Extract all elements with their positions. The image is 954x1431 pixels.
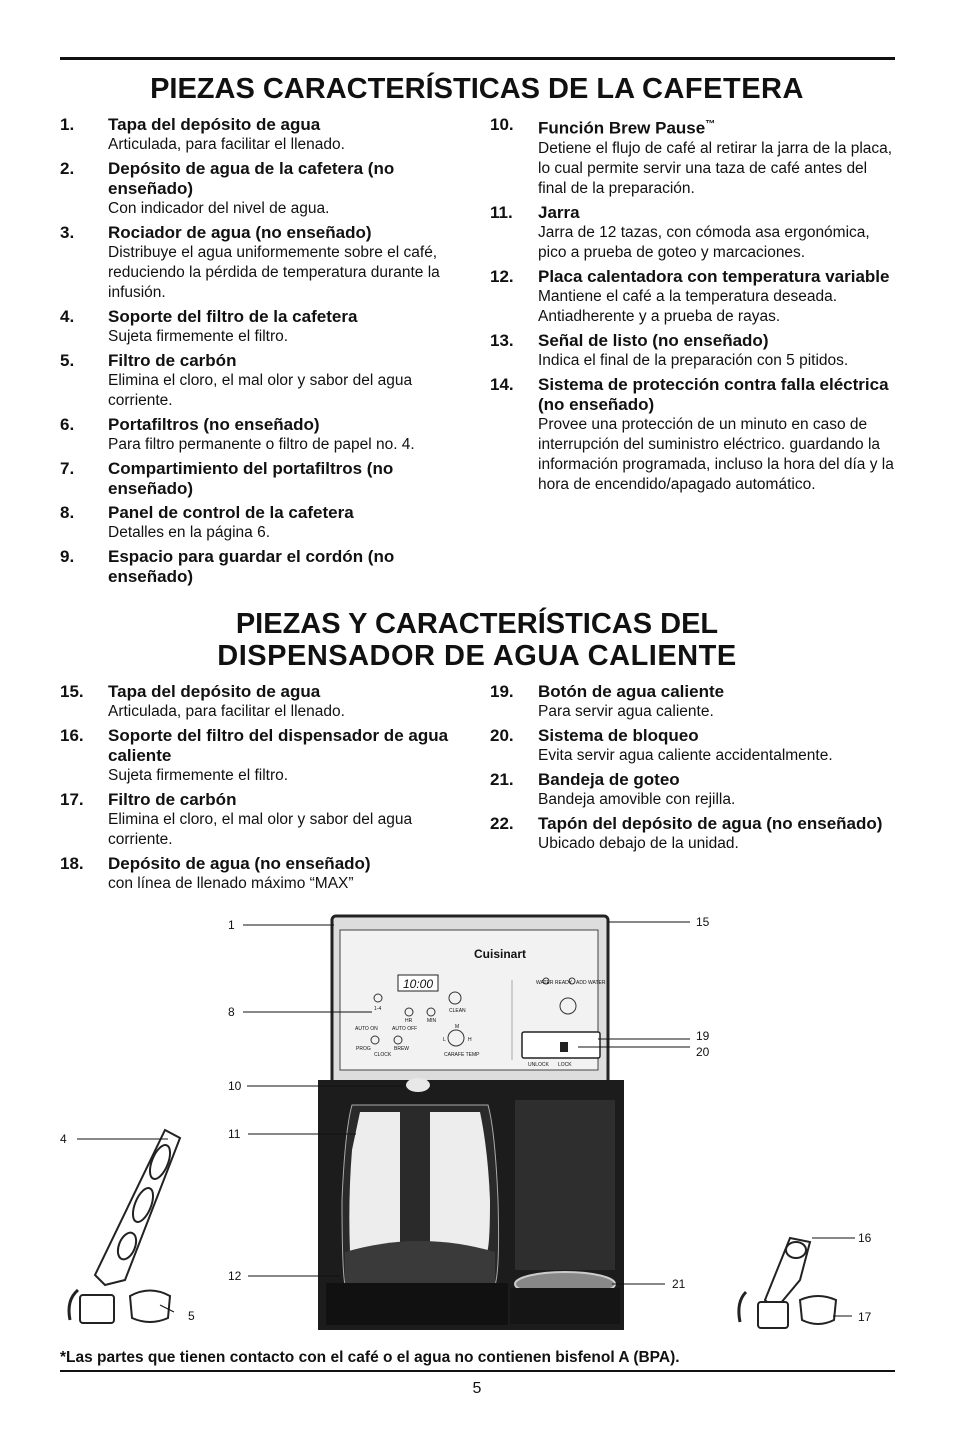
section1-right-list	[490, 115, 895, 499]
top-rule	[60, 57, 895, 60]
coffee-maker-diagram	[0, 900, 954, 1340]
callout-4: 4	[60, 1132, 67, 1146]
item-number: 7.	[60, 459, 75, 478]
panel-label-m: M	[455, 1024, 460, 1030]
item-number: 21.	[490, 770, 514, 789]
item-heading: Soporte del filtro del dispensador de agua caliente	[108, 726, 449, 765]
filter-holder-left	[69, 1130, 180, 1323]
list-item	[60, 790, 460, 850]
panel-label-h: H	[468, 1037, 472, 1043]
list-item	[60, 547, 460, 587]
list-item	[490, 814, 895, 854]
callout-16: 16	[858, 1231, 872, 1245]
panel-label-clock: CLOCK	[374, 1052, 392, 1058]
panel-label-min: MIN	[427, 1018, 437, 1024]
item-heading: Filtro de carbón	[108, 790, 237, 809]
item-number: 9.	[60, 547, 75, 566]
list-item	[490, 203, 895, 263]
trademark-symbol: ™	[705, 119, 716, 130]
brand-logo: Cuisinart	[474, 947, 527, 961]
item-number: 3.	[60, 223, 75, 242]
list-item	[490, 267, 895, 327]
callout-5: 5	[188, 1309, 195, 1323]
item-description: Detalles en la página 6.	[108, 524, 271, 541]
item-number: 12.	[490, 266, 514, 286]
section1-title	[0, 73, 954, 105]
item-description: Distribuye el agua uniformemente sobre el café, reduciendo la pérdida de temperatura durante la infusión.	[108, 244, 440, 301]
item-description: Indica el final de la preparación con 5 pitidos.	[538, 351, 849, 369]
callout-17: 17	[858, 1310, 872, 1324]
item-description: con línea de llenado máximo “MAX”	[108, 875, 354, 892]
item-number: 10.	[490, 115, 514, 134]
item-number: 11.	[490, 202, 513, 222]
panel-label-l: L	[443, 1037, 446, 1043]
item-heading: Jarra	[538, 202, 580, 222]
item-heading: Tapa del depósito de agua	[108, 115, 321, 134]
list-item	[490, 331, 895, 371]
item-number: 17.	[60, 790, 84, 809]
panel-label-auto-off: AUTO OFF	[392, 1026, 418, 1032]
section2-title-line2: DISPENSADOR DE AGUA CALIENTE	[217, 640, 737, 672]
item-heading: Placa calentadora con temperatura variable	[538, 266, 890, 286]
item-description: Para servir agua caliente.	[538, 703, 714, 720]
list-item	[490, 682, 895, 722]
callout-21: 21	[672, 1277, 686, 1291]
list-item	[490, 375, 895, 495]
list-item	[60, 351, 460, 411]
item-description: Para filtro permanente o filtro de papel no. 4.	[108, 436, 415, 453]
item-description: Elimina el cloro, el mal olor y sabor del agua corriente.	[108, 372, 413, 409]
coffee-maker-illustration	[318, 916, 624, 1330]
item-number: 6.	[60, 415, 75, 434]
item-heading: Sistema de bloqueo	[538, 726, 699, 745]
clock-display: 10:00	[403, 977, 434, 991]
panel-label-brew: BREW	[394, 1046, 409, 1052]
item-heading: Portafiltros (no enseñado)	[108, 415, 320, 434]
panel-label-unlock: UNLOCK	[528, 1062, 549, 1068]
item-number: 18.	[60, 854, 84, 873]
callout-12: 12	[228, 1269, 242, 1283]
list-item	[60, 854, 460, 894]
item-number: 8.	[60, 503, 75, 522]
item-description: Bandeja amovible con rejilla.	[538, 791, 736, 808]
panel-label-hr: HR	[405, 1018, 413, 1024]
list-item	[60, 115, 460, 155]
page-number: 5	[472, 1380, 482, 1397]
item-description: Ubicado debajo de la unidad.	[538, 835, 739, 852]
item-description: Provee una protección de un minuto en caso de interrupción del suministro eléctrico. guardando la información programada, incluso la hora del día y la hora de encendido/apagado automático.	[538, 415, 894, 493]
section1-title-bold: CAFETERA	[642, 73, 804, 105]
item-number: 20.	[490, 726, 514, 745]
item-number: 16.	[60, 726, 84, 745]
item-description: Con indicador del nivel de agua.	[108, 200, 330, 217]
item-heading: Depósito de agua (no enseñado)	[108, 854, 371, 873]
list-item	[60, 682, 460, 722]
list-item	[60, 503, 460, 543]
list-item	[60, 307, 460, 347]
list-item	[490, 770, 895, 810]
callout-19: 19	[696, 1029, 710, 1043]
item-number: 2.	[60, 159, 75, 178]
callout-11: 11	[228, 1127, 241, 1141]
item-heading: Tapón del depósito de agua (no enseñado)	[538, 814, 883, 833]
item-number: 15.	[60, 682, 84, 701]
list-item	[490, 115, 895, 199]
item-number: 14.	[490, 374, 514, 394]
section2-right-list	[490, 682, 895, 858]
list-item	[490, 726, 895, 766]
item-heading: Panel de control de la cafetera	[108, 503, 354, 522]
item-number: 4.	[60, 307, 75, 326]
item-heading: Soporte del filtro de la cafetera	[108, 307, 358, 326]
list-item	[60, 223, 460, 303]
item-heading: Función Brew Pause™	[538, 118, 716, 138]
panel-label-lock: LOCK	[558, 1062, 572, 1068]
callout-1: 1	[228, 918, 235, 932]
item-number: 22.	[490, 814, 514, 833]
list-item	[60, 415, 460, 455]
callout-15: 15	[696, 915, 710, 929]
item-number: 13.	[490, 330, 514, 350]
bottom-rule	[60, 1370, 895, 1372]
item-description: Mantiene el café a la temperatura deseada. Antiadherente y a prueba de rayas.	[538, 287, 837, 325]
item-heading: Rociador de agua (no enseñado)	[108, 223, 372, 242]
section2-title	[0, 608, 954, 672]
item-heading: Depósito de agua de la cafetera (no enseñado)	[108, 159, 395, 198]
section2-title-line1: PIEZAS Y CARACTERÍSTICAS DEL	[235, 608, 719, 640]
item-heading: Espacio para guardar el cordón (no enseñado)	[108, 547, 395, 586]
item-description: Articulada, para facilitar el llenado.	[108, 703, 345, 720]
item-number: 19.	[490, 682, 514, 701]
item-description: Sujeta firmemente el filtro.	[108, 328, 289, 345]
item-number: 1.	[60, 115, 75, 134]
panel-label-water-ready: WATER READY	[536, 980, 573, 986]
item-description: Detiene el flujo de café al retirar la jarra de la placa, lo cual permite servir una taza de café antes del final de la preparación.	[538, 139, 893, 197]
section1-title-regular: PIEZAS CARACTERÍSTICAS DE LA	[150, 73, 634, 105]
callout-10: 10	[228, 1079, 242, 1093]
item-heading: Tapa del depósito de agua	[108, 682, 321, 701]
panel-label-prog: PROG	[356, 1046, 371, 1052]
panel-label-add-water: ADD WATER	[576, 980, 606, 986]
list-item	[60, 726, 460, 786]
panel-label-1-4: 1-4	[374, 1006, 382, 1012]
list-item	[60, 459, 460, 499]
item-description: Articulada, para facilitar el llenado.	[108, 136, 345, 153]
item-number: 5.	[60, 351, 75, 370]
bpa-footnote: *Las partes que tienen contacto con el café o el agua no contienen bisfenol A (BPA).	[60, 1349, 680, 1366]
section2-left-list	[60, 682, 460, 898]
callout-20: 20	[696, 1045, 710, 1059]
panel-label-auto-on: AUTO ON	[355, 1026, 378, 1032]
callout-8: 8	[228, 1005, 235, 1019]
panel-label-clean: CLEAN	[449, 1008, 466, 1014]
item-description: Jarra de 12 tazas, con cómoda asa ergonómica, pico a prueba de goteo y marcaciones.	[538, 223, 870, 261]
item-heading: Señal de listo (no enseñado)	[538, 330, 769, 350]
panel-label-carafe-temp: CARAFE TEMP	[444, 1052, 480, 1058]
item-description: Sujeta firmemente el filtro.	[108, 767, 289, 784]
filter-holder-right	[739, 1238, 836, 1328]
section1-left-list	[60, 115, 460, 591]
item-heading: Compartimiento del portafiltros (no enseñado)	[108, 459, 394, 498]
item-heading: Sistema de protección contra falla eléctrica (no enseñado)	[538, 374, 889, 414]
item-description: Evita servir agua caliente accidentalmente.	[538, 747, 833, 764]
list-item	[60, 159, 460, 219]
item-heading: Filtro de carbón	[108, 351, 237, 370]
item-heading: Botón de agua caliente	[538, 682, 725, 701]
item-heading: Bandeja de goteo	[538, 770, 680, 789]
item-description: Elimina el cloro, el mal olor y sabor del agua corriente.	[108, 811, 413, 848]
